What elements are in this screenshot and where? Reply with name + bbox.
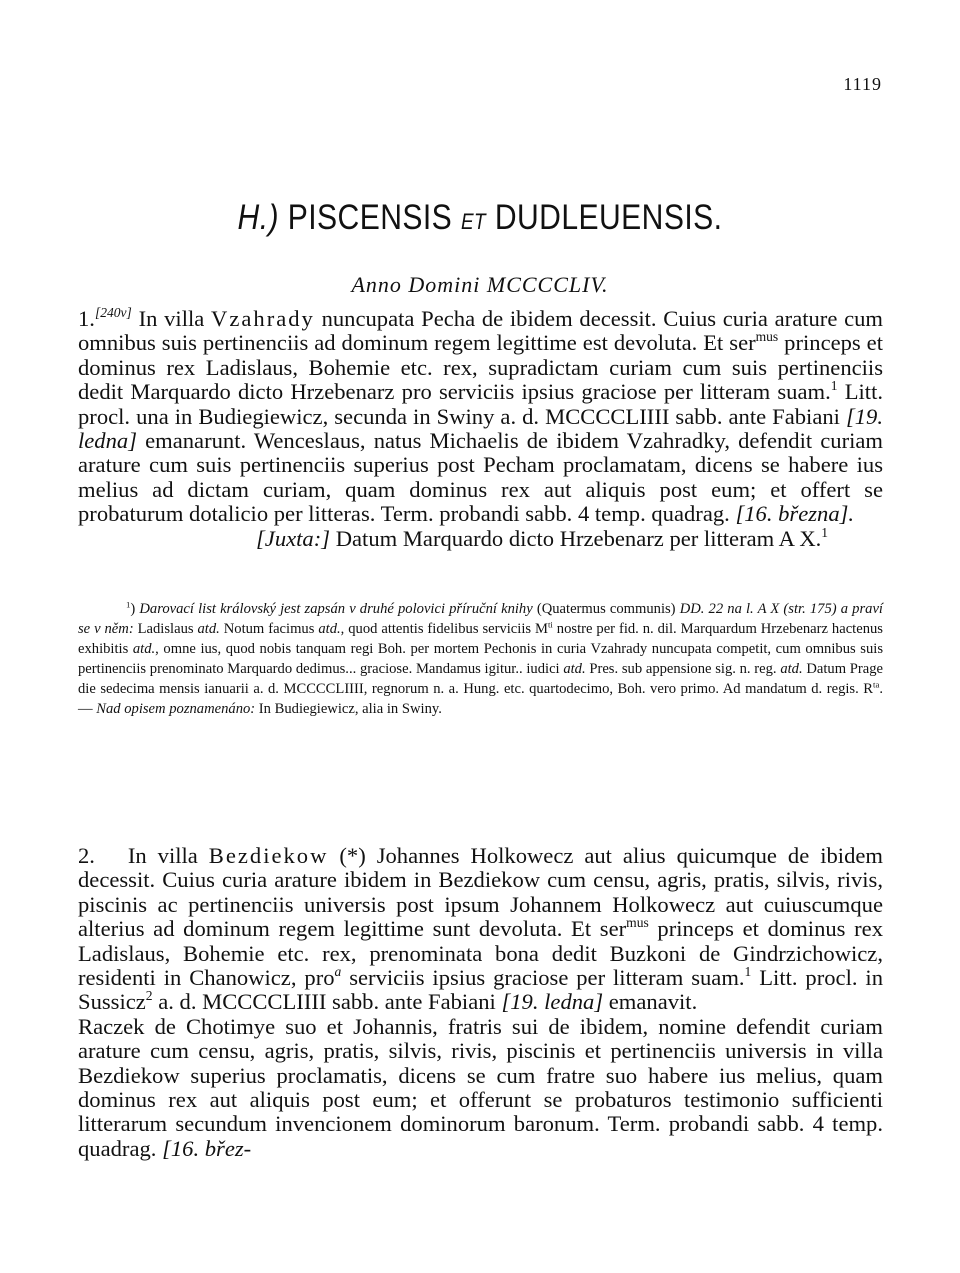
superscript: ta [873,679,880,690]
entry-number: 1. [78,306,95,331]
entry-text: In villa [131,306,212,331]
footnote-text: In Budiegiewicz, alia in Swiny. [255,701,442,717]
date-annotation: [19. ledna] [501,989,604,1015]
footnote-text: Notum facimus [219,621,319,637]
footnote-ref: 1 [830,378,838,394]
footnote-italic: atd. [197,621,220,637]
footnote-italic: atd. [563,661,586,677]
juxta-paragraph [78,524,883,551]
heading-et: ET [460,209,487,234]
entry-2 [78,844,883,1161]
footnote-paragraph [78,599,883,719]
year-heading: Anno Domini MCCCCLIV. [351,272,609,297]
footnote-ref: 1 [821,524,829,540]
footnote-text: Pres. sub appensione sig. n. reg. [585,661,781,677]
entry-text: emanavit. [603,989,698,1015]
footnote-ref: 2 [145,988,153,1004]
footnote-text: nostre per fid. n. dil. Marquardum Hrzebenarz hactenus exhibitis [78,621,883,657]
entry-1-paragraph [78,307,883,527]
defense-paragraph [78,1015,883,1161]
footnote-text: . — [78,681,883,717]
footnote-text: Ladislaus [133,621,198,637]
entry-text: princeps et dominus rex Ladislaus, Bohemie etc. rex, prenominata bona dedit Buzkoni de Gindrzichowicz, residenti in Chanowicz, pro [78,916,883,991]
entry-text: Litt. procl. una in Budiegiewicz, secunda in Swiny a. d. MCCCCLIIII sabb. ante Fabiani [78,379,883,429]
entry-2-paragraph [78,844,883,1015]
entry-text: In villa [94,843,209,868]
village-name: Vzahrady [211,306,315,331]
heading-name-2: DUDLEUENSIS. [486,198,723,237]
footnote-italic: Darovací list královský jest zapsán v druhé polovici příruční knihy [139,601,533,617]
footnote-1 [78,599,883,719]
juxta-label: [Juxta:] [256,525,331,551]
footnote-text: (Quatermus communis) [532,601,680,617]
variant-mark: a [334,964,342,980]
heading-name-1: PISCENSIS [278,198,461,237]
entry-text: princeps et dominus rex Ladislaus, Bohemie etc. rex, supradictam curiam cum suis pertinenciis dedit Marquardo dicto Hrzebenarz pro serviciis ipsius graciose per litteram suam. [78,330,883,405]
heading-label: H.) [237,198,279,237]
entry-text: (*) Johannes Holkowecz aut alius quicumque de ibidem decessit. Cuius curia arature ibidem in Bezdiekow cum censu, agris, pratis, silvis, rivis, piscinis ac pertinenciis universis post ipsum Johannem Holkowecz aut cuiuscumque alterius ad dominum regem legittime sunt devoluta. Et ser [78,843,883,942]
folio-mark: [240v] [94,305,132,321]
entry-text: a. d. MCCCCLIIII sabb. ante Fabiani [152,989,502,1015]
footnote-text: , omne ius, quod nobis tanquam regi Boh. per mortem Pechonis in curia Vzahrady nuncupata competit, cum omnibus suis pertinenciis prenominato Marquardo dedimus... graciose. Mandamus igitur.. iudici [78,641,883,677]
village-name: Bezdiekow [208,843,329,868]
date-annotation: [16. března]. [735,501,855,527]
entry-text: serviciis ipsius graciose per litteram suam. [341,965,745,991]
footnote-italic: atd. [132,641,156,657]
superscript: mus [626,915,649,931]
footnote-ref: 1 [744,964,752,980]
footnote-italic: atd. [318,621,341,637]
entry-1 [78,307,883,551]
footnote-italic: DD. 22 na l. A X (str. 175) a praví se v něm: [78,601,883,637]
entry-text: Raczek de Chotimye suo et Johannis, fratris sui de ibidem, nomine defendit curiam arature cum censu, agris, pratis, silvis, rivis, piscinis et pertinenciis universis in villa Bezdiekow superius proclamatis, dicens se cum fratre suo habere ius melius, quam dominus rex aut aliquis post eum; et offerunt se probaturos testimonio sufficienti litterarum secundum invencionem dominorum baronum. Term. probandi sabb. 4 temp. quadrag. [78,1013,883,1161]
entry-text: Litt. procl. in Sussicz [78,965,883,1015]
footnote-text: , quod attentis fidelibus serviciis M [340,621,548,637]
entry-text: Datum Marquardo dicto Hrzebenarz per litteram A X. [330,525,822,551]
footnote-italic: atd. [780,661,803,677]
footnote-italic: Nad opisem poznamenáno: [96,701,256,717]
date-annotation: [16. břez- [162,1135,252,1161]
entry-number: 2. [78,843,95,868]
entry-text: nuncupata Pecha de ibidem decessit. Cuius curia arature cum omnibus suis pertinenciis ad dominum regem legittime est devoluta. Et ser [78,306,883,356]
footnote-mark: 1 [126,599,131,610]
footnote-text: ) [130,601,140,617]
footnote-text: Datum Prage die sedecima mensis ianuarii a. d. MCCCCLIIII, regnorum n. a. Hung. etc. quartodecimo, Boh. vero primo. Ad mandatum d. regis. R [78,661,884,697]
section-heading [67,198,893,238]
date-annotation: [19. ledna] [78,403,883,454]
page-number: 1119 [843,74,882,94]
superscript: ti [547,619,553,630]
entry-text: emanarunt. Wenceslaus, natus Michaelis de ibidem Vzahradky, defendit curiam arature cum suis pertinenciis superius post Pecham proclamatam, dicens se habere ius melius ad dictam curiam, quam dominus rex aut aliquis post eum; et offert se probaturum dotalicio per litteras. Term. probandi sabb. 4 temp. quadrag. [78,428,883,527]
superscript: mus [755,329,779,345]
